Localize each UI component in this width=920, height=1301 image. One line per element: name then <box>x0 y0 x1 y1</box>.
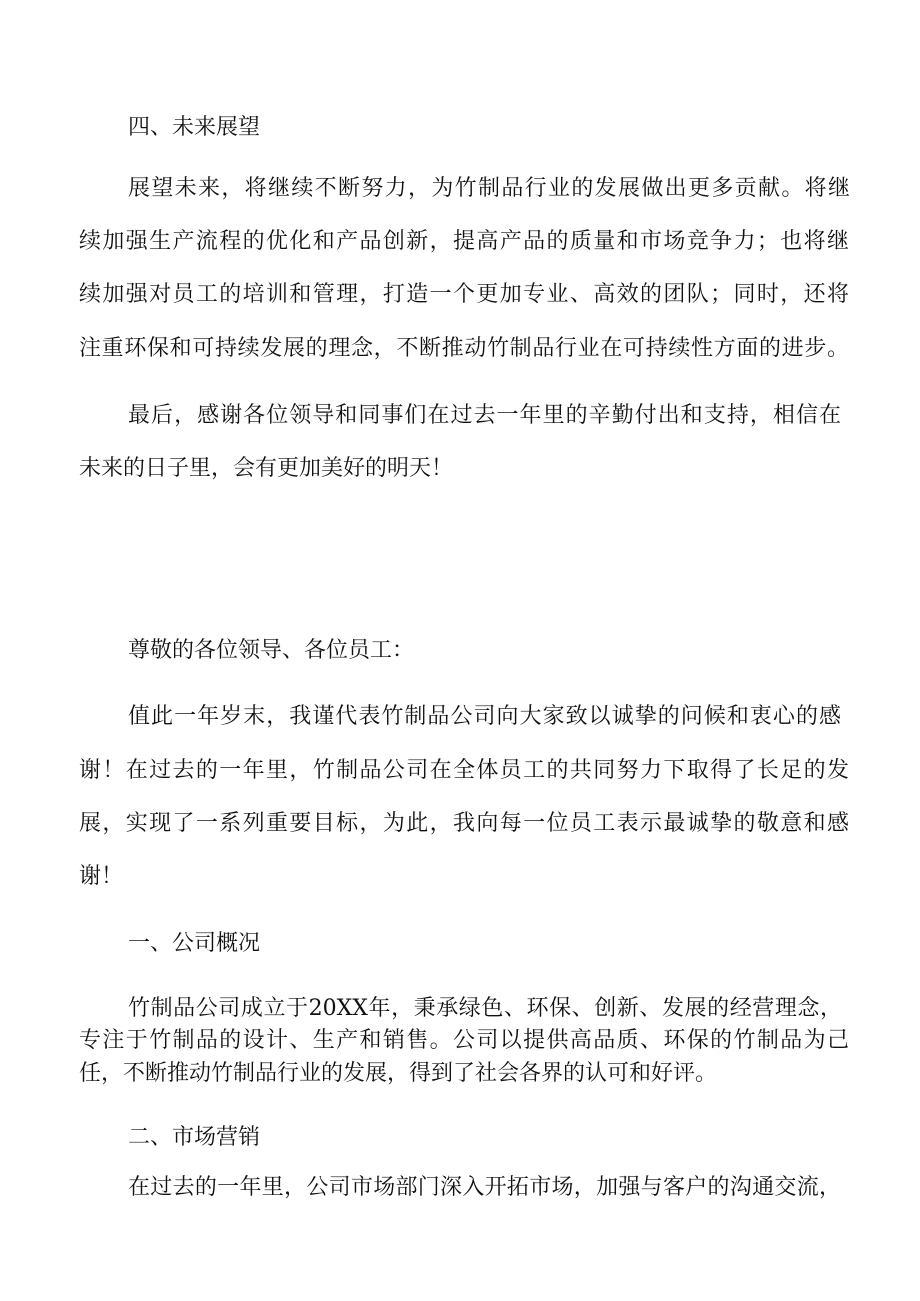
paragraph-line: 谢！ <box>79 864 124 889</box>
paragraph-line: 展望未来，将继续不断努力，为竹制品行业的发展做出更多贡献。将继 <box>128 176 850 201</box>
paragraph-line: 续加强生产流程的优化和产品创新，提高产品的质量和市场竞争力；也将继 <box>79 229 849 254</box>
paragraph-line: 竹制品公司成立于20XX年，秉承绿色、环保、创新、发展的经营理念， <box>128 996 842 1021</box>
section-heading-marketing: 二、市场营销 <box>128 1125 261 1150</box>
paragraph-line: 未来的日子里，会有更加美好的明天！ <box>79 456 454 481</box>
paragraph-line: 注重环保和可持续发展的理念，不断推动竹制品行业在可持续性方面的进步。 <box>79 336 849 361</box>
letter-greeting: 尊敬的各位领导、各位员工： <box>128 638 415 663</box>
paragraph-line: 展，实现了一系列重要目标，为此，我向每一位员工表示最诚挚的敬意和感 <box>79 811 849 836</box>
paragraph-line: 谢！在过去的一年里，竹制品公司在全体员工的共同努力下取得了长足的发 <box>79 758 849 783</box>
paragraph-line: 在过去的一年里，公司市场部门深入开拓市场，加强与客户的沟通交流， <box>128 1175 841 1200</box>
paragraph-line: 任，不断推动竹制品行业的发展，得到了社会各界的认可和好评。 <box>79 1061 718 1086</box>
paragraph-line: 专注于竹制品的设计、生产和销售。公司以提供高品质、环保的竹制品为己 <box>79 1028 849 1053</box>
paragraph-line: 续加强对员工的培训和管理，打造一个更加专业、高效的团队；同时，还将 <box>79 282 849 307</box>
section-heading-future-outlook: 四、未来展望 <box>128 115 261 140</box>
paragraph-line: 值此一年岁末，我谨代表竹制品公司向大家致以诚挚的问候和衷心的感 <box>128 704 841 729</box>
paragraph-line: 最后，感谢各位领导和同事们在过去一年里的辛勤付出和支持，相信在 <box>128 403 841 428</box>
section-heading-company-overview: 一、公司概况 <box>128 931 261 956</box>
